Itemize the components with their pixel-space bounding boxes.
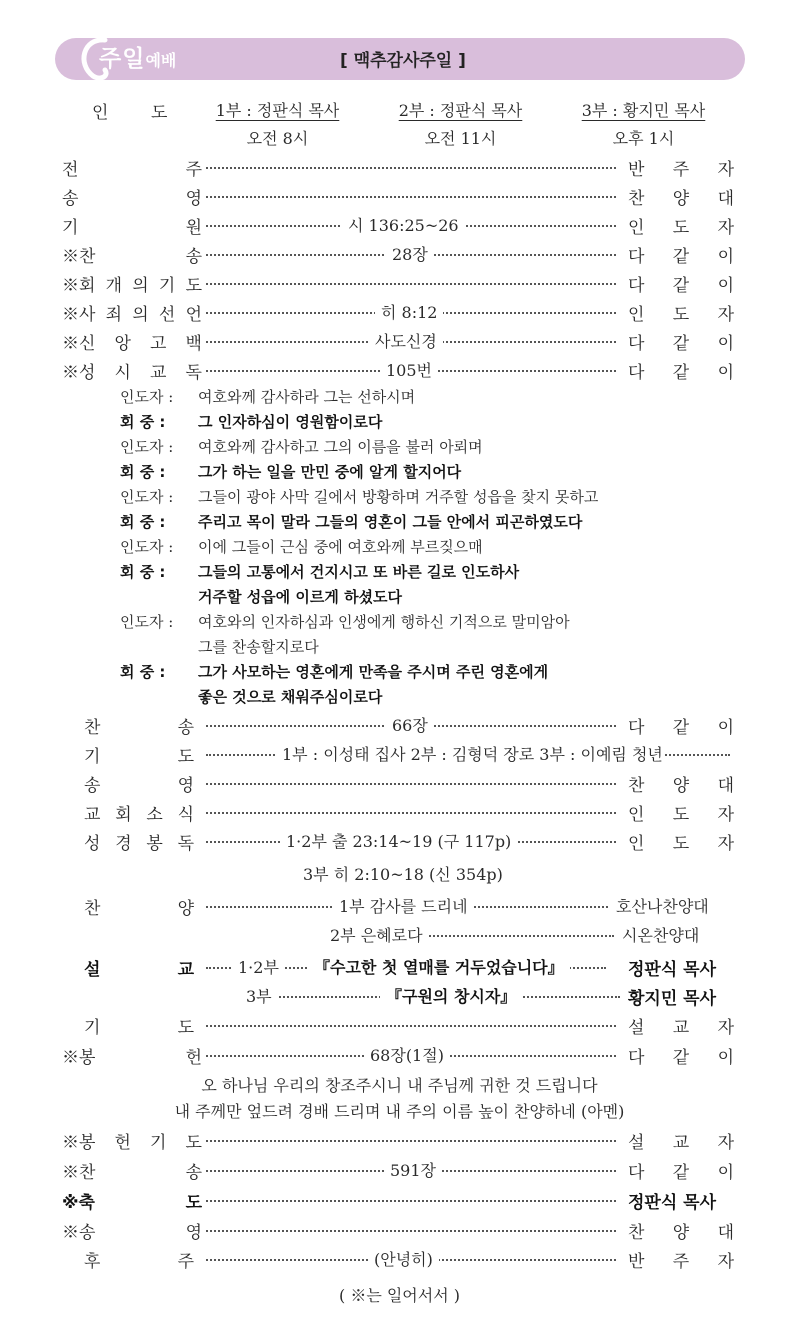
order-title: 기 원 xyxy=(62,218,202,238)
order-title: ※축 도 xyxy=(62,1193,202,1213)
order-row-praise-2 xyxy=(0,768,799,798)
order-row-prayer-2 xyxy=(0,1010,799,1040)
order-title: 전 주 xyxy=(62,160,202,180)
order-row-responsive-reading: ※성 시 교 독 105번 다 같 이 xyxy=(0,355,799,385)
reading-line: 회 중 : 그들의 고통에서 건지시고 또 바른 길로 인도하사 xyxy=(120,563,520,581)
order-row-praise-3 xyxy=(0,1215,799,1245)
order-responsible: 다 같 이 xyxy=(628,363,734,383)
order-title: 기 도 xyxy=(84,1018,194,1038)
order-title: 설 교 xyxy=(84,960,194,980)
order-row-hymn-1: ※찬 송 28장 다 같 이 xyxy=(0,239,799,269)
reading-line: 인도자 : 여호와의 인자하심과 인생에게 행하신 기적으로 말미암아 xyxy=(120,613,570,631)
order-title: ※봉 헌 기 도 xyxy=(62,1133,202,1153)
order-responsible: 찬 양 대 xyxy=(628,1223,734,1243)
order-title: ※신 앙 고 백 xyxy=(62,334,202,354)
order-title: ※찬 송 xyxy=(62,1163,202,1183)
scripture-3rd-service: 3부 히 2:10~18 (신 354p) xyxy=(303,865,503,884)
order-title: 송 영 xyxy=(62,189,202,209)
order-responsible: 다 같 이 xyxy=(628,718,734,738)
order-row-hymn-3: ※찬 송 591장 다 같 이 xyxy=(0,1155,799,1185)
order-responsible: 인 도 자 xyxy=(628,805,734,825)
order-title: 찬 양 xyxy=(84,899,194,919)
leader-label-1: 인 xyxy=(92,103,109,123)
order-responsible: 인 도 자 xyxy=(628,834,734,854)
service-1: 1부 : 정판식 목사 오전 8시 xyxy=(215,101,340,148)
order-title: ※찬 송 xyxy=(62,247,202,267)
order-responsible: 다 같 이 xyxy=(628,276,734,296)
order-responsible: 반 주 자 xyxy=(628,160,734,180)
service-3: 3부 : 황지민 목사 오후 1시 xyxy=(581,101,706,148)
order-title: 교 회 소 식 xyxy=(84,805,194,825)
order-row-benediction: ※축 도 정판식 목사 xyxy=(0,1185,799,1215)
service-leaders xyxy=(0,98,799,152)
order-row-praise xyxy=(0,181,799,211)
order-row-sermon: 설 교 1·2부 『수고한 첫 열매를 거두었습니다』 정판식 목사 xyxy=(0,952,799,982)
service-2: 2부 : 정판식 목사 오전 11시 xyxy=(398,101,523,148)
order-row-sermon-2: 3부 『구원의 창시자』 황지민 목사 xyxy=(0,981,799,1011)
order-row-anthem-2: 2부 은혜로다 시온찬양대 xyxy=(0,920,799,950)
order-row-church-news xyxy=(0,797,799,827)
reading-line: 인도자 : 이에 그들이 근심 중에 여호와께 부르짖으매 xyxy=(120,538,483,556)
reading-line: 회 중 : 그가 하는 일을 만민 중에 알게 할지어다 xyxy=(120,463,462,481)
reading-line: 좋은 것으로 채워주심이로다 xyxy=(198,688,383,706)
order-title: 후 주 xyxy=(84,1252,194,1272)
order-responsible: 찬 양 대 xyxy=(628,189,734,209)
order-title: ※송 영 xyxy=(62,1223,202,1243)
sunday-worship-logo xyxy=(75,34,245,82)
order-row-repentance xyxy=(0,268,799,298)
reading-line: 인도자 : 여호와께 감사하라 그는 선하시며 xyxy=(120,388,416,406)
order-responsible: 다 같 이 xyxy=(628,247,734,267)
order-row-anthem: 찬 양 1부 감사를 드리네 호산나찬양대 xyxy=(0,891,799,921)
order-responsible: 다 같 이 xyxy=(628,334,734,354)
reading-line: 인도자 : 여호와께 감사하고 그의 이름을 불러 아뢰며 xyxy=(120,438,483,456)
reading-line: 회 중 : 주리고 목이 말라 그들의 영혼이 그들 안에서 피곤하였도다 xyxy=(120,513,583,531)
order-row-offering: ※봉 헌 68장(1절) 다 같 이 xyxy=(0,1040,799,1070)
order-row-hymn-2: 찬 송 66장 다 같 이 xyxy=(0,710,799,740)
reading-line: 그를 찬송할지로다 xyxy=(198,638,319,656)
order-row-scripture: 성 경 봉 독 1·2부 출 23:14~19 (구 117p) 인 도 자 xyxy=(0,826,799,856)
order-title: ※사 죄 의 선 언 xyxy=(62,305,202,325)
order-row-absolution: ※사 죄 의 선 언 히 8:12 인 도 자 xyxy=(0,297,799,327)
order-title: 찬 송 xyxy=(84,718,194,738)
order-title: 기 도 xyxy=(84,747,194,767)
order-responsible: 반 주 자 xyxy=(628,1252,734,1272)
reading-line: 회 중 : 그 인자하심이 영원함이로다 xyxy=(120,413,383,431)
order-responsible: 설 교 자 xyxy=(628,1018,734,1038)
order-row-invocation: 기 원 시 136:25~26 인 도 자 xyxy=(0,210,799,240)
order-responsible: 다 같 이 xyxy=(628,1163,734,1183)
order-row-prelude xyxy=(0,152,799,182)
offering-lyric-1: 오 하나님 우리의 창조주시니 내 주님께 귀한 것 드립니다 xyxy=(201,1076,598,1095)
leader-label-2: 도 xyxy=(151,103,168,123)
order-row-creed: ※신 앙 고 백 사도신경 다 같 이 xyxy=(0,326,799,356)
order-responsible: 인 도 자 xyxy=(628,305,734,325)
order-title: 성 경 봉 독 xyxy=(84,834,194,854)
offering-lyric-2: 내 주께만 엎드려 경배 드리며 내 주의 이름 높이 찬양하네 (아멘) xyxy=(174,1102,625,1121)
order-row-postlude: 후 주 (안녕히) 반 주 자 xyxy=(0,1244,799,1274)
order-responsible: 인 도 자 xyxy=(628,218,734,238)
reading-line: 거주할 성읍에 이르게 하셨도다 xyxy=(198,588,403,606)
order-title: 송 영 xyxy=(84,776,194,796)
reading-line: 인도자 : 그들이 광야 사막 길에서 방황하며 거주할 성읍을 찾지 못하고 xyxy=(120,488,599,506)
order-title: ※봉 헌 xyxy=(62,1048,202,1068)
order-responsible: 설 교 자 xyxy=(628,1133,734,1153)
order-responsible: 찬 양 대 xyxy=(628,776,734,796)
logo-text: 주일예배 xyxy=(99,46,177,72)
order-row-offering-prayer xyxy=(0,1125,799,1155)
standing-note: ( ※는 일어서서 ) xyxy=(338,1286,461,1305)
page-title: [ 맥추감사주일 ] xyxy=(340,51,466,71)
order-title: ※회 개 의 기 도 xyxy=(62,276,202,296)
order-responsible: 다 같 이 xyxy=(628,1048,734,1068)
order-row-prayer: 기 도 1부 : 이성태 집사 2부 : 김형덕 장로 3부 : 이예림 청년 xyxy=(0,739,799,769)
order-title: ※성 시 교 독 xyxy=(62,363,202,383)
reading-line: 회 중 : 그가 사모하는 영혼에게 만족을 주시며 주린 영혼에게 xyxy=(120,663,549,681)
